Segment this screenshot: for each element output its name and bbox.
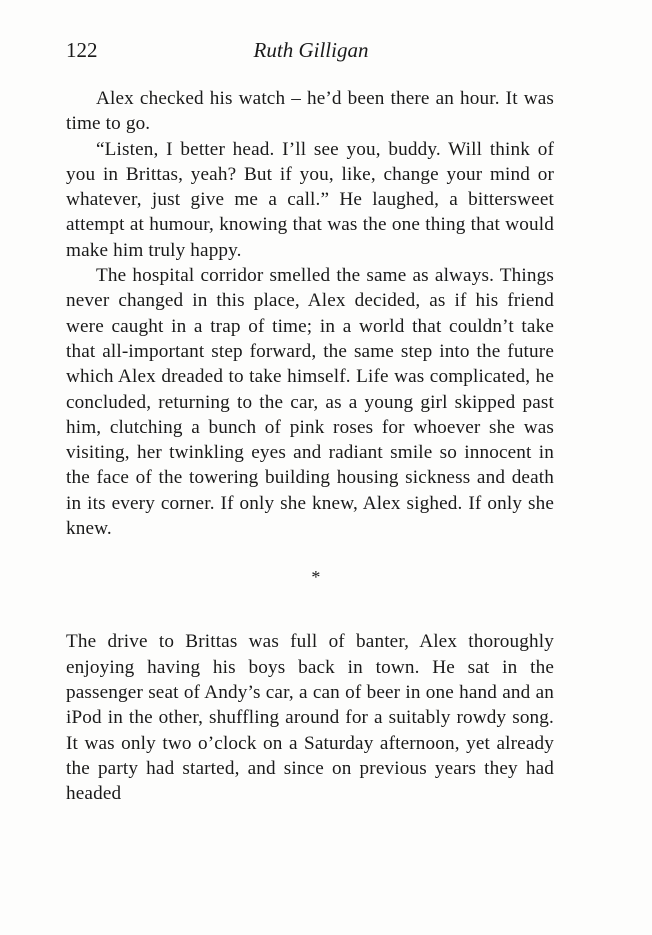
paragraph: Alex checked his watch – he’d been there an hour. It was time to go. — [66, 88, 554, 135]
section-break-asterisk: * — [311, 567, 321, 588]
body-text — [66, 86, 554, 806]
paragraph: The hospital corridor smelled the same as always. Things never changed in this place, Alex decided, as if his friend were caught in a trap of time; in a world that couldn’t take that all-important step forward, the same step into the future which Alex dreaded to take himself. Life was complicated, he concluded, returning to the car, as a young girl skipped past him, clutching a bunch of pink roses for whoever she was visiting, her twinkling eyes and radiant smile so innocent in the face of the towering building housing sickness and death in its every corner. If only she knew, Alex sighed. If only she knew. — [66, 265, 554, 540]
paragraph: “Listen, I better head. I’ll see you, buddy. Will think of you in Brittas, yeah? But if you, like, change your mind or whatever, just give me a call.” He laughed, a bittersweet attempt at humour, knowing that was the one thing that would make him truly happy. — [66, 138, 554, 261]
paragraph: The drive to Brittas was full of banter, Alex thoroughly enjoying having his boys back in town. He sat in the passenger seat of Andy’s car, a can of beer in one hand and an iPod in the other, shuffling around for a suitably rowdy song. It was only two o’clock on a Saturday afternoon, yet already the party had started, and since on previous years they had headed — [66, 631, 554, 805]
page-number: 122 — [66, 38, 98, 62]
page-header — [66, 38, 556, 68]
section-break — [66, 565, 554, 590]
running-head-author: Ruth Gilligan — [253, 38, 369, 62]
